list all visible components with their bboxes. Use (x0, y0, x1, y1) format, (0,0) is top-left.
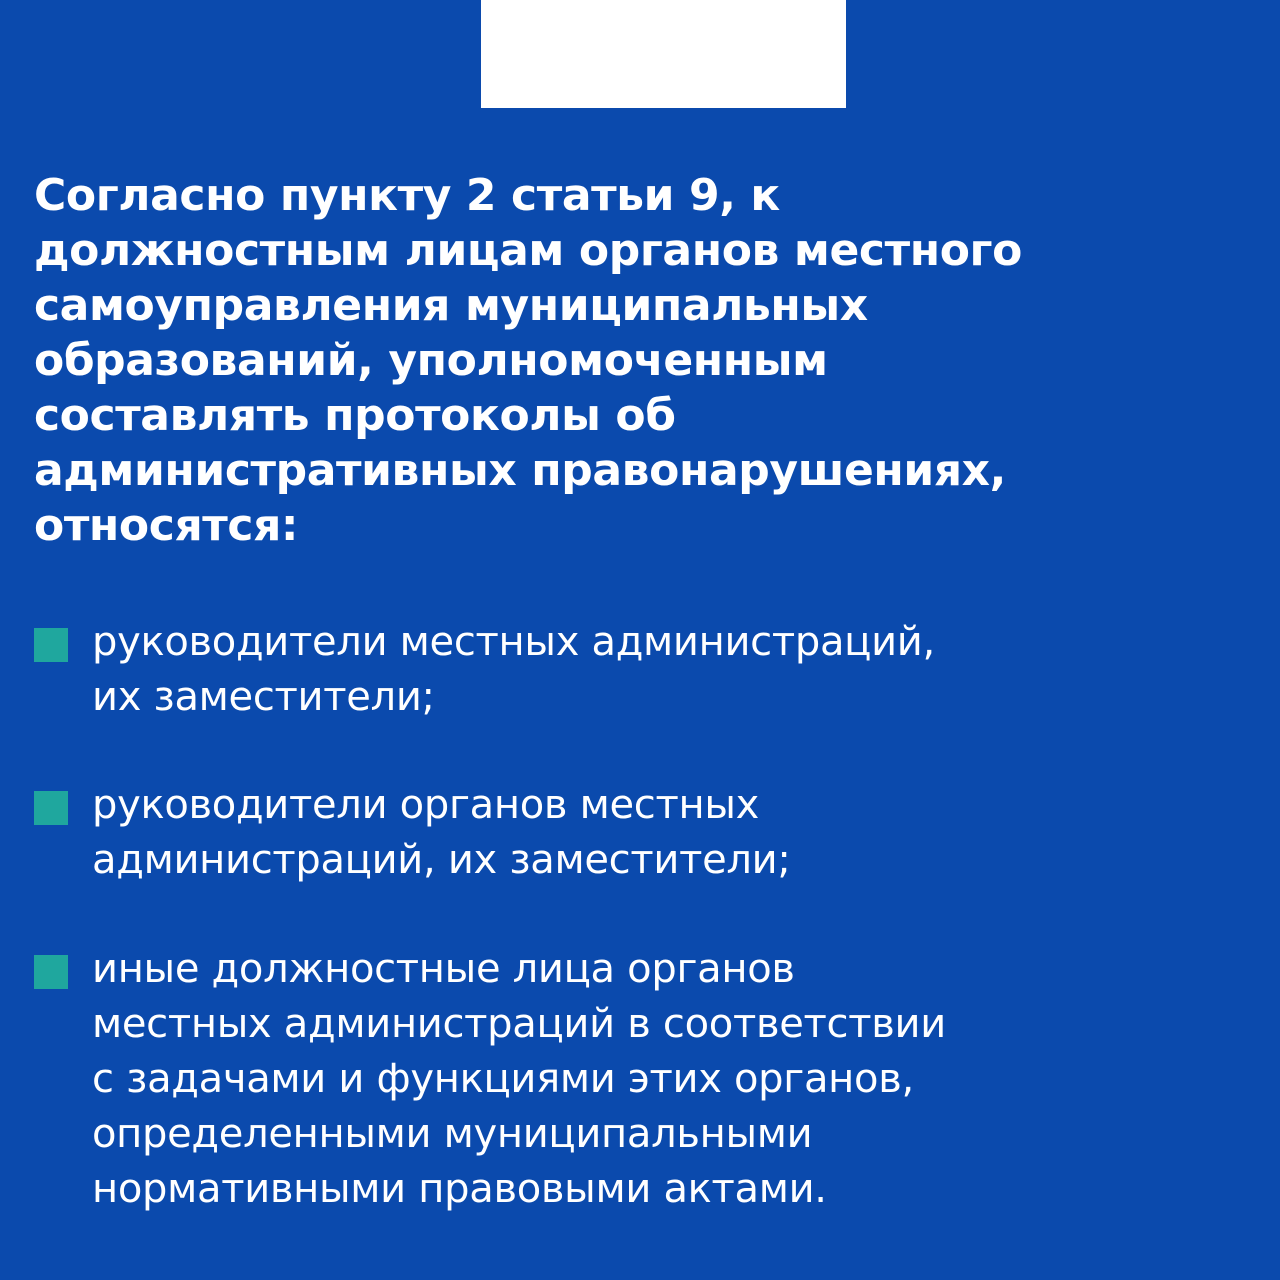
heading-line: Согласно пункту 2 статьи 9, к (34, 170, 780, 221)
list-item-line: руководители местных администраций, (92, 619, 935, 665)
list-item-line: иные должностные лица органов (92, 946, 795, 992)
list-item-text (92, 942, 1242, 1217)
list-item-line: их заместители; (92, 674, 435, 720)
list-item-line: нормативными правовыми актами. (92, 1166, 827, 1212)
list-item-line: определенными муниципальными (92, 1111, 813, 1157)
heading (34, 168, 1244, 553)
square-bullet-icon (34, 955, 68, 989)
list-item-line: администраций, их заместители; (92, 837, 791, 883)
list-item-text (92, 778, 1242, 888)
heading-line: самоуправления муниципальных (34, 280, 868, 331)
square-bullet-icon (34, 628, 68, 662)
heading-line: должностным лицам органов местного (34, 225, 1022, 276)
heading-line: административных правонарушениях, (34, 445, 1006, 496)
list-item-text (92, 615, 1242, 725)
heading-line: относятся: (34, 500, 299, 551)
list-item-line: местных администраций в соответствии (92, 1001, 946, 1047)
square-bullet-icon (34, 791, 68, 825)
heading-line: составлять протоколы об (34, 390, 676, 441)
list-item-line: с задачами и функциями этих органов, (92, 1056, 914, 1102)
list-item-line: руководители органов местных (92, 782, 759, 828)
heading-line: образований, уполномоченным (34, 335, 828, 386)
top-white-block (481, 0, 846, 108)
